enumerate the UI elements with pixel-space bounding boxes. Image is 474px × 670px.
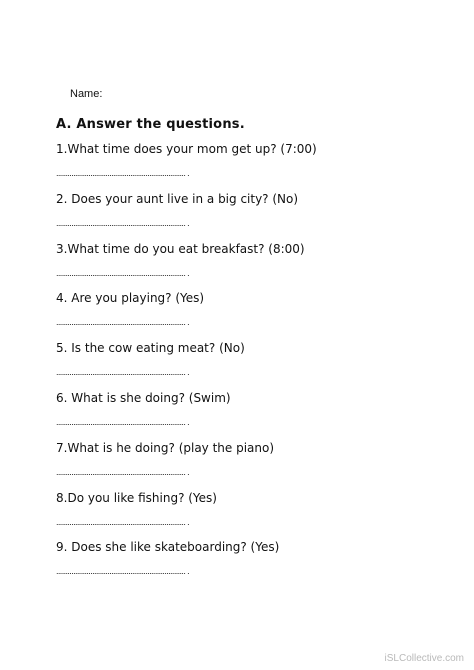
question-list (56, 141, 456, 589)
question-text: 9. Does she like skateboarding? (Yes) (56, 540, 280, 555)
question-item (56, 440, 456, 490)
question-text: 6. What is she doing? (Swim) (56, 390, 231, 405)
question-item (56, 539, 456, 589)
answer-line[interactable]: .................................................................... . (56, 267, 190, 278)
question-item (56, 490, 456, 540)
section-heading: A. Answer the questions. (56, 117, 245, 132)
answer-line[interactable]: .................................................................... . (56, 367, 190, 378)
answer-line[interactable]: .................................................................... . (56, 566, 190, 577)
answer-line[interactable]: .................................................................... . (56, 466, 190, 477)
question-item (56, 340, 456, 390)
question-text: 2. Does your aunt live in a big city? (No) (56, 191, 299, 206)
question-text: 3.What time do you eat breakfast? (8:00) (56, 241, 305, 256)
question-item (56, 290, 456, 340)
name-label: Name: (70, 88, 103, 100)
answer-line[interactable]: .................................................................... . (56, 317, 190, 328)
answer-line[interactable]: .................................................................... . (56, 416, 190, 427)
question-text: 8.Do you like fishing? (Yes) (56, 490, 217, 505)
answer-line[interactable]: .................................................................... . (56, 168, 190, 178)
question-item (56, 241, 456, 291)
question-text: 5. Is the cow eating meat? (No) (56, 341, 245, 356)
question-item (56, 390, 456, 440)
answer-line[interactable]: .................................................................... . (56, 217, 190, 228)
answer-line[interactable]: .................................................................... . (56, 516, 190, 527)
question-text: 4. Are you playing? (Yes) (56, 291, 205, 306)
question-text: 7.What is he doing? (play the piano) (56, 440, 275, 455)
question-item (56, 191, 456, 241)
question-text: 1.What time does your mom get up? (7:00) (56, 142, 317, 156)
watermark: iSLCollective.com (384, 653, 464, 664)
question-item (56, 141, 456, 191)
